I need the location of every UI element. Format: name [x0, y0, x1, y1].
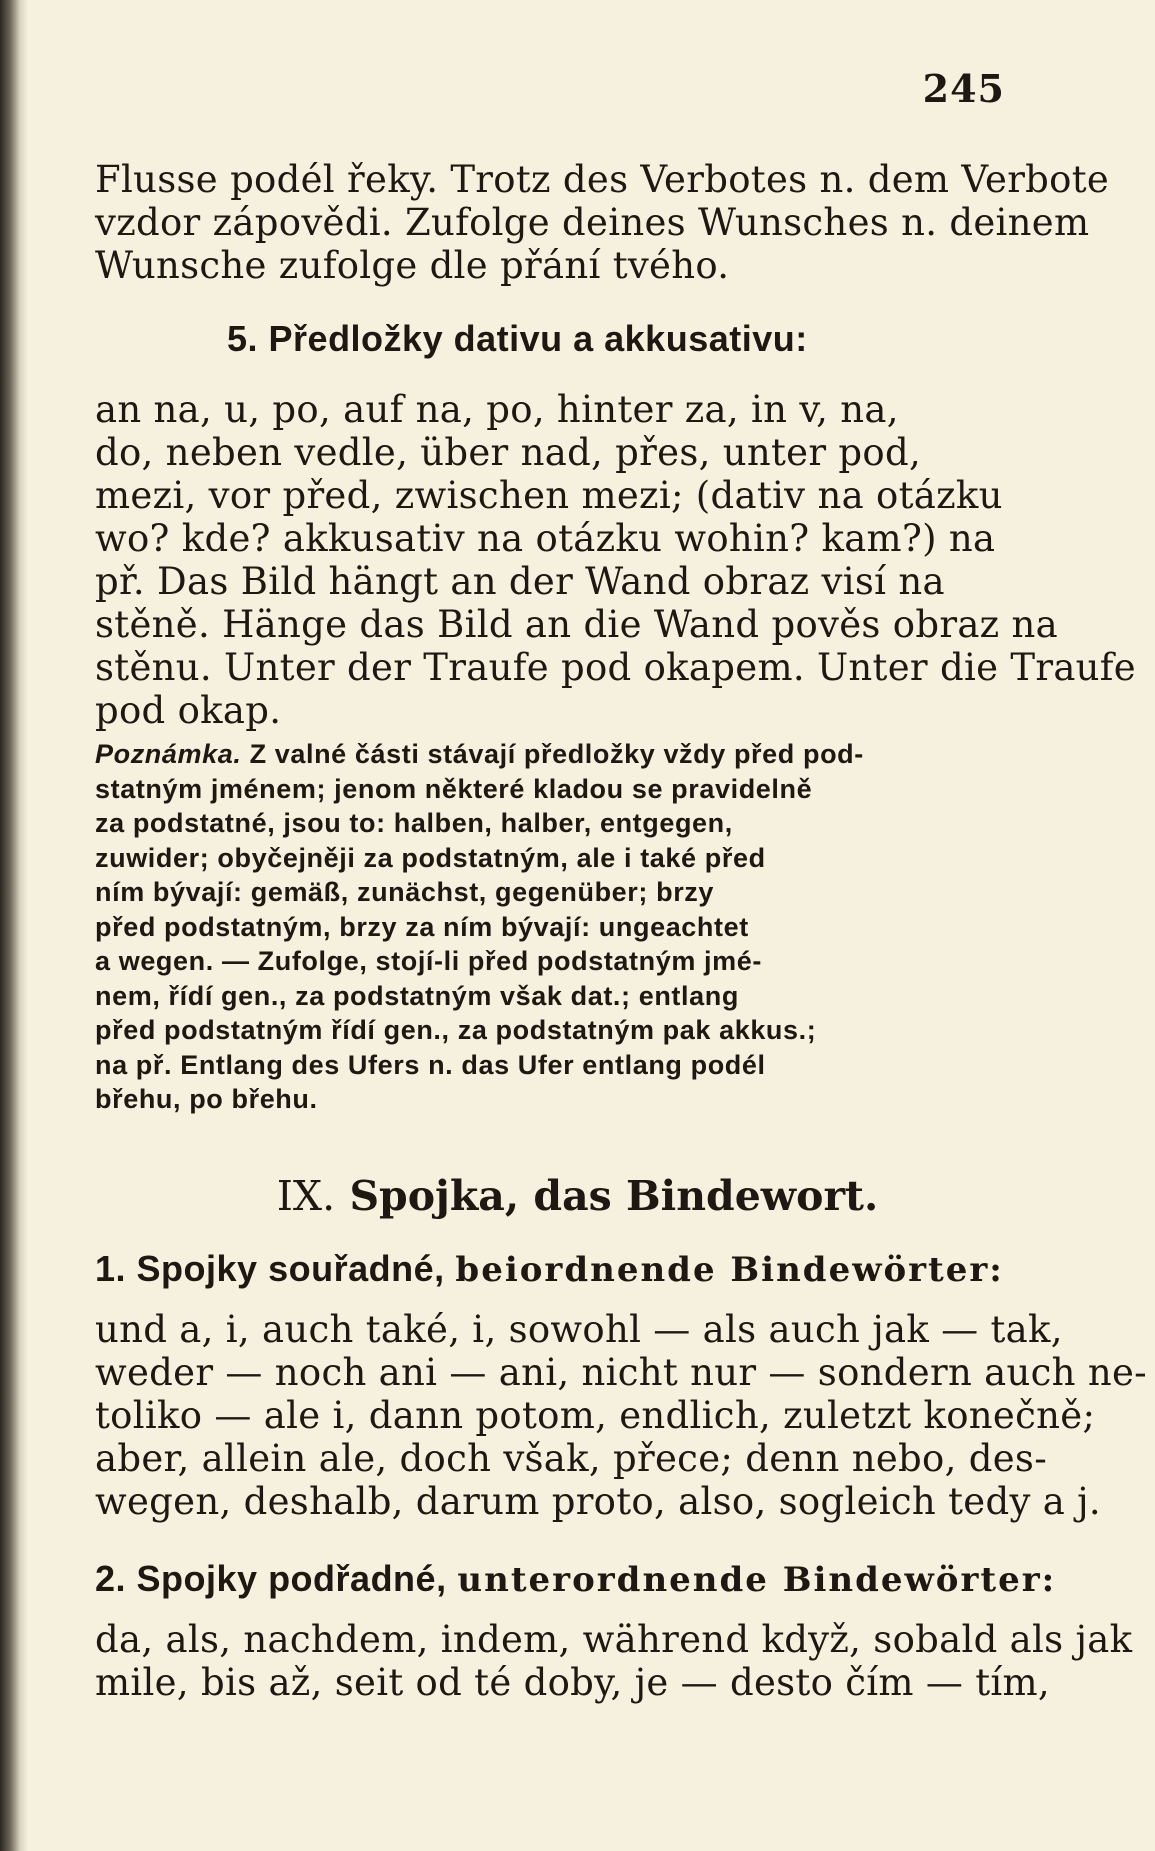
text-line: aber, allein ale, doch však, přece; denn nebo, des-: [95, 1437, 1048, 1480]
subordinating-heading-de: unterordnende Bindewörter:: [457, 1560, 1057, 1600]
text-line: ním bývají: gemäß, zunächst, gegenüber; brzy: [95, 877, 715, 907]
text-line: a wegen. — Zufolge, stojí-li před podstatným jmé-: [95, 946, 762, 976]
text-line: Flusse podél řeky. Trotz des Verbotes n. dem Verbote: [95, 158, 1110, 201]
subordinating-paragraph: [95, 1618, 1133, 1704]
text-line: vzdor zápovědi. Zufolge deines Wunsches n. deinem: [95, 201, 1090, 244]
page-number: 245: [922, 66, 1005, 111]
note-label: Poznámka.: [95, 739, 242, 769]
text-line: do, neben vedle, über nad, přes, unter pod,: [95, 431, 922, 474]
coordinating-heading-cz: 1. Spojky souřadné,: [95, 1248, 445, 1289]
coordinating-heading: [95, 1248, 1013, 1290]
text-line: mile, bis až, seit od té doby, je — desto čím — tím,: [95, 1661, 1050, 1704]
coordinating-heading-de: beiordnende Bindewörter:: [455, 1250, 1004, 1290]
text-line: za podstatné, jsou to: halben, halber, entgegen,: [95, 808, 733, 838]
section-5-heading: 5. Předložky dativu a akkusativu:: [227, 318, 808, 359]
text-line: [95, 737, 1013, 772]
text-line: na př. Entlang des Ufers n. das Ufer entlang podél: [95, 1049, 766, 1080]
text-line: statným jménem; jenom některé kladou se pravidelně: [95, 773, 813, 804]
text-line: wo? kde? akkusativ na otázku wohin? kam?) na: [95, 517, 996, 560]
subordinating-heading: [95, 1558, 1057, 1600]
page-spine-shadow: [0, 0, 28, 1851]
chapter-number: IX.: [276, 1172, 336, 1220]
chapter-title: Spojka, das Bindewort.: [349, 1172, 879, 1220]
chapter-heading: [0, 1172, 1155, 1220]
text-line: toliko — ale i, dann potom, endlich, zuletzt konečně;: [95, 1394, 1096, 1437]
coordinating-paragraph: [95, 1308, 1147, 1523]
text-line: před podstatným řídí gen., za podstatným pak akkus.;: [95, 1015, 817, 1045]
text-line: břehu, po břehu.: [95, 1084, 318, 1114]
text-line: zuwider; obyčejněji za podstatným, ale i také před: [95, 842, 766, 873]
text-line: stěnu. Unter der Traufe pod okapem. Unter die Traufe: [95, 646, 1136, 689]
text-line: stěně. Hänge das Bild an die Wand pověs obraz na: [95, 603, 1059, 646]
text-line: před podstatným, brzy za ním bývají: ungeachtet: [95, 911, 749, 942]
text-line: Wunsche zufolge dle přání tvého.: [95, 244, 730, 287]
text-line: da, als, nachdem, indem, während když, sobald als jak: [95, 1618, 1133, 1661]
subordinating-heading-cz: 2. Spojky podřadné,: [95, 1558, 447, 1599]
note-block: [95, 737, 1013, 1117]
text-line: an na, u, po, auf na, po, hinter za, in v, na,: [95, 388, 899, 431]
text-line: und a, i, auch také, i, sowohl — als auch jak — tak,: [95, 1308, 1063, 1351]
text-line: pod okap.: [95, 689, 282, 732]
intro-paragraph: [95, 158, 1110, 287]
text-line: př. Das Bild hängt an der Wand obraz visí na: [95, 560, 945, 603]
text-line: weder — noch ani — ani, nicht nur — sondern auch ne-: [95, 1351, 1147, 1394]
text-line: wegen, deshalb, darum proto, also, sogleich tedy a j.: [95, 1480, 1101, 1523]
text-line: mezi, vor před, zwischen mezi; (dativ na otázku: [95, 474, 1003, 517]
text-line: nem, řídí gen., za podstatným však dat.; entlang: [95, 980, 739, 1011]
section-5-paragraph: [95, 388, 1136, 732]
note-first-line: Z valné části stávají předložky vždy před pod-: [249, 739, 864, 769]
